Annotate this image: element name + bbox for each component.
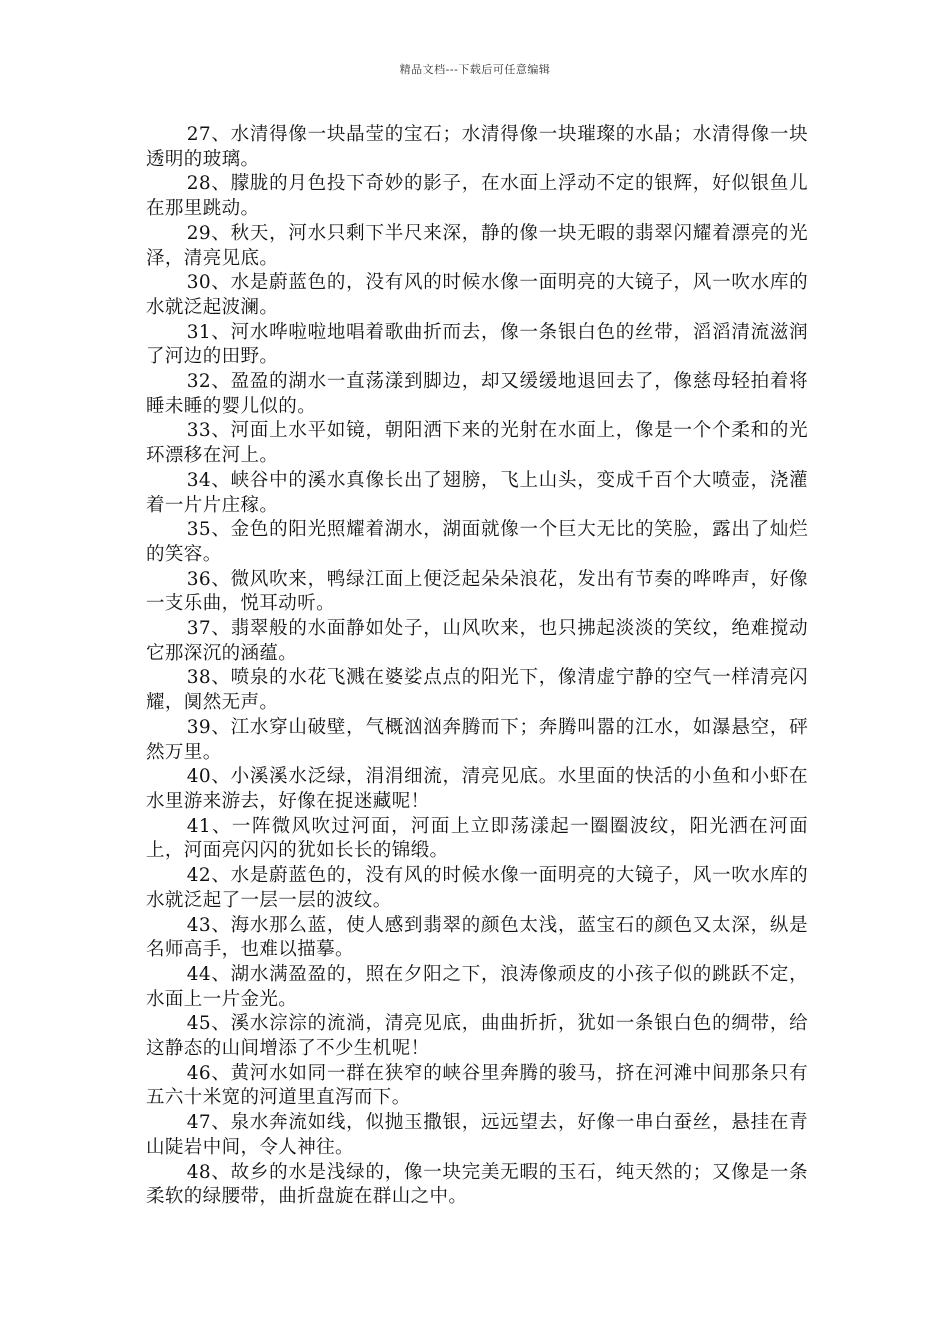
paragraph-30: 30、水是蔚蓝色的，没有风的时候水像一面明亮的大镜子，风一吹水库的水就泛起波澜。 xyxy=(146,272,808,318)
paragraph-42: 42、水是蔚蓝色的，没有风的时候水像一面明亮的大镜子，风一吹水库的水就泛起了一层一层的波纹。 xyxy=(146,865,808,911)
paragraph-27: 27、水清得像一块晶莹的宝石；水清得像一块璀璨的水晶；水清得像一块透明的玻璃。 xyxy=(146,124,808,170)
paragraph-48: 48、故乡的水是浅绿的，像一块完美无暇的玉石，纯天然的；又像是一条柔软的绿腰带，曲折盘旋在群山之中。 xyxy=(146,1161,808,1208)
paragraph-38: 38、喷泉的水花飞溅在婆娑点点的阳光下，像清虚宁静的空气一样清亮闪耀，阒然无声。 xyxy=(146,667,808,714)
paragraph-40: 40、小溪溪水泛绿，涓涓细流，清亮见底。水里面的快活的小鱼和小虾在水里游来游去，好像在捉迷藏呢！ xyxy=(146,766,808,812)
paragraph-47: 47、泉水奔流如线，似抛玉撒银，远远望去，好像一串白蚕丝，悬挂在青山陡岩中间，令人神往。 xyxy=(146,1112,808,1158)
paragraph-39: 39、江水穿山破壁，气概汹汹奔腾而下；奔腾叫嚣的江水，如瀑悬空，砰然万里。 xyxy=(146,716,808,763)
document-body xyxy=(146,123,808,1210)
paragraph-45: 45、溪水淙淙的流淌，清亮见底，曲曲折折，犹如一条银白色的绸带，给这静态的山间增添了不少生机呢！ xyxy=(146,1013,808,1060)
paragraph-41: 41、一阵微风吹过河面，河面上立即荡漾起一圈圈波纹，阳光洒在河面上，河面亮闪闪的犹如长长的锦缎。 xyxy=(146,815,808,862)
paragraph-35: 35、金色的阳光照耀着湖水，湖面就像一个巨大无比的笑脸，露出了灿烂的笑容。 xyxy=(146,519,808,565)
paragraph-32: 32、盈盈的湖水一直荡漾到脚边，却又缓缓地退回去了，像慈母轻拍着将睡未睡的婴儿似的。 xyxy=(146,371,808,417)
paragraph-34: 34、峡谷中的溪水真像长出了翅膀，飞上山头，变成千百个大喷壶，浇灌着一片片庄稼。 xyxy=(146,469,808,516)
paragraph-46: 46、黄河水如同一群在狭窄的峡谷里奔腾的骏马，挤在河滩中间那条只有五六十米宽的河道里直泻而下。 xyxy=(146,1062,808,1109)
paragraph-29: 29、秋天，河水只剩下半尺来深，静的像一块无暇的翡翠闪耀着漂亮的光泽，清亮见底。 xyxy=(146,222,808,269)
paragraph-37: 37、翡翠般的水面静如处子，山风吹来，也只拂起淡淡的笑纹，绝难搅动它那深沉的涵蕴。 xyxy=(146,618,808,664)
paragraph-31: 31、河水哗啦啦地唱着歌曲折而去，像一条银白色的丝带，滔滔清流滋润了河边的田野。 xyxy=(146,321,808,368)
paragraph-33: 33、河面上水平如镜，朝阳洒下来的光射在水面上，像是一个个柔和的光环漂移在河上。 xyxy=(146,420,808,467)
paragraph-28: 28、朦胧的月色投下奇妙的影子，在水面上浮动不定的银辉，好似银鱼儿在那里跳动。 xyxy=(146,173,808,220)
paragraph-44: 44、湖水满盈盈的，照在夕阳之下，浪涛像顽皮的小孩子似的跳跃不定，水面上一片金光。 xyxy=(146,963,808,1010)
paragraph-43: 43、海水那么蓝，使人感到翡翠的颜色太浅，蓝宝石的颜色又太深，纵是名师高手，也难以描摹。 xyxy=(146,914,808,961)
paragraph-36: 36、微风吹来，鸭绿江面上便泛起朵朵浪花，发出有节奏的哗哗声，好像一支乐曲，悦耳动听。 xyxy=(146,568,808,615)
page-header: 精品文档---下载后可任意编辑 xyxy=(399,63,551,76)
